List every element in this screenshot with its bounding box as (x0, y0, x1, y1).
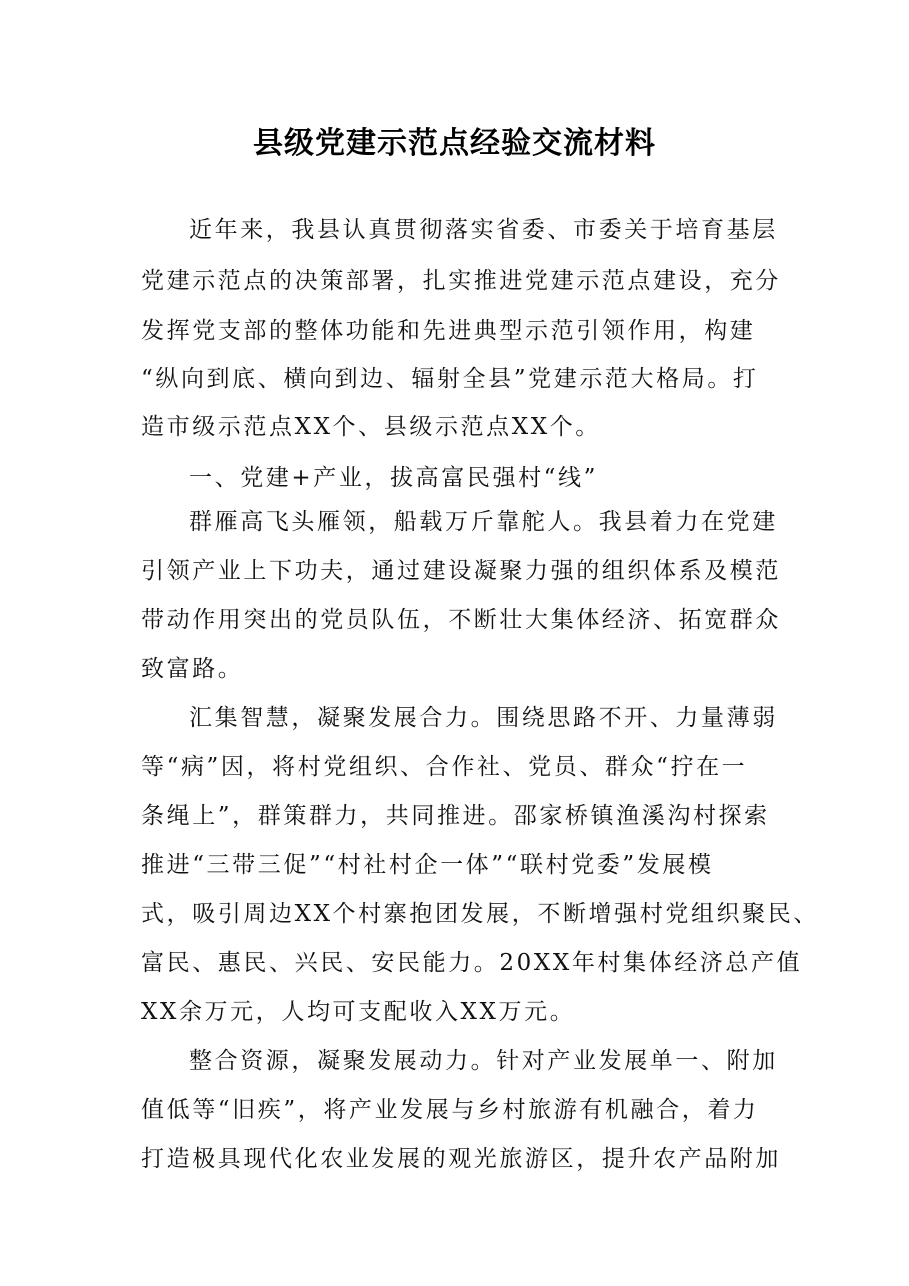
paragraph-line: 条绳上”，群策群力，共同推进。邵家桥镇渔溪沟村探索 (141, 803, 770, 829)
paragraph-line: 富民、惠民、兴民、安民能力。20XX年村集体经济总产值 (141, 950, 803, 976)
paragraph-line: 致富路。 (141, 656, 244, 682)
document-title: 县级党建示范点经验交流材料 (253, 126, 656, 161)
paragraph-line: 群雁高飞头雁领，船载万斤靠舵人。我县着力在党建 (189, 509, 778, 535)
paragraph-line: 推进“三带三促”“村社村企一体”“联村党委”发展模 (141, 852, 714, 878)
paragraph-line: “纵向到底、横向到边、辐射全县”党建示范大格局。打 (141, 366, 759, 392)
paragraph-line: 造市级示范点XX个、县级示范点XX个。 (141, 414, 601, 440)
paragraph-line: 式，吸引周边XX个村寨抱团发展，不断增强村党组织聚民、 (141, 901, 819, 927)
paragraph-line: 带动作用突出的党员队伍，不断壮大集体经济、拓宽群众 (141, 607, 781, 633)
section-heading: 一、党建+产业，拔高富民强村“线” (189, 465, 598, 491)
paragraph-line: 发挥党支部的整体功能和先进典型示范引领作用，构建 (141, 318, 756, 344)
paragraph-line: 等“病”因，将村党组织、合作社、党员、群众“拧在一 (141, 754, 748, 780)
paragraph-line: 引领产业上下功夫，通过建设凝聚力强的组织体系及模范 (141, 558, 781, 584)
paragraph-line: 近年来，我县认真贯彻落实省委、市委关于培育基层 (189, 217, 778, 243)
paragraph-line: 党建示范点的决策部署，扎实推进党建示范点建设，充分 (141, 268, 781, 294)
paragraph-line: 整合资源，凝聚发展动力。针对产业发展单一、附加 (189, 1048, 778, 1074)
paragraph-line: XX余万元，人均可支配收入XX万元。 (141, 999, 576, 1025)
paragraph-line: 打造极具现代化农业发展的观光旅游区，提升农产品附加 (141, 1146, 781, 1172)
paragraph-line: 值低等“旧疾”，将产业发展与乡村旅游有机融合，着力 (141, 1097, 759, 1123)
paragraph-line: 汇集智慧，凝聚发展合力。围绕思路不开、力量薄弱 (189, 705, 778, 731)
